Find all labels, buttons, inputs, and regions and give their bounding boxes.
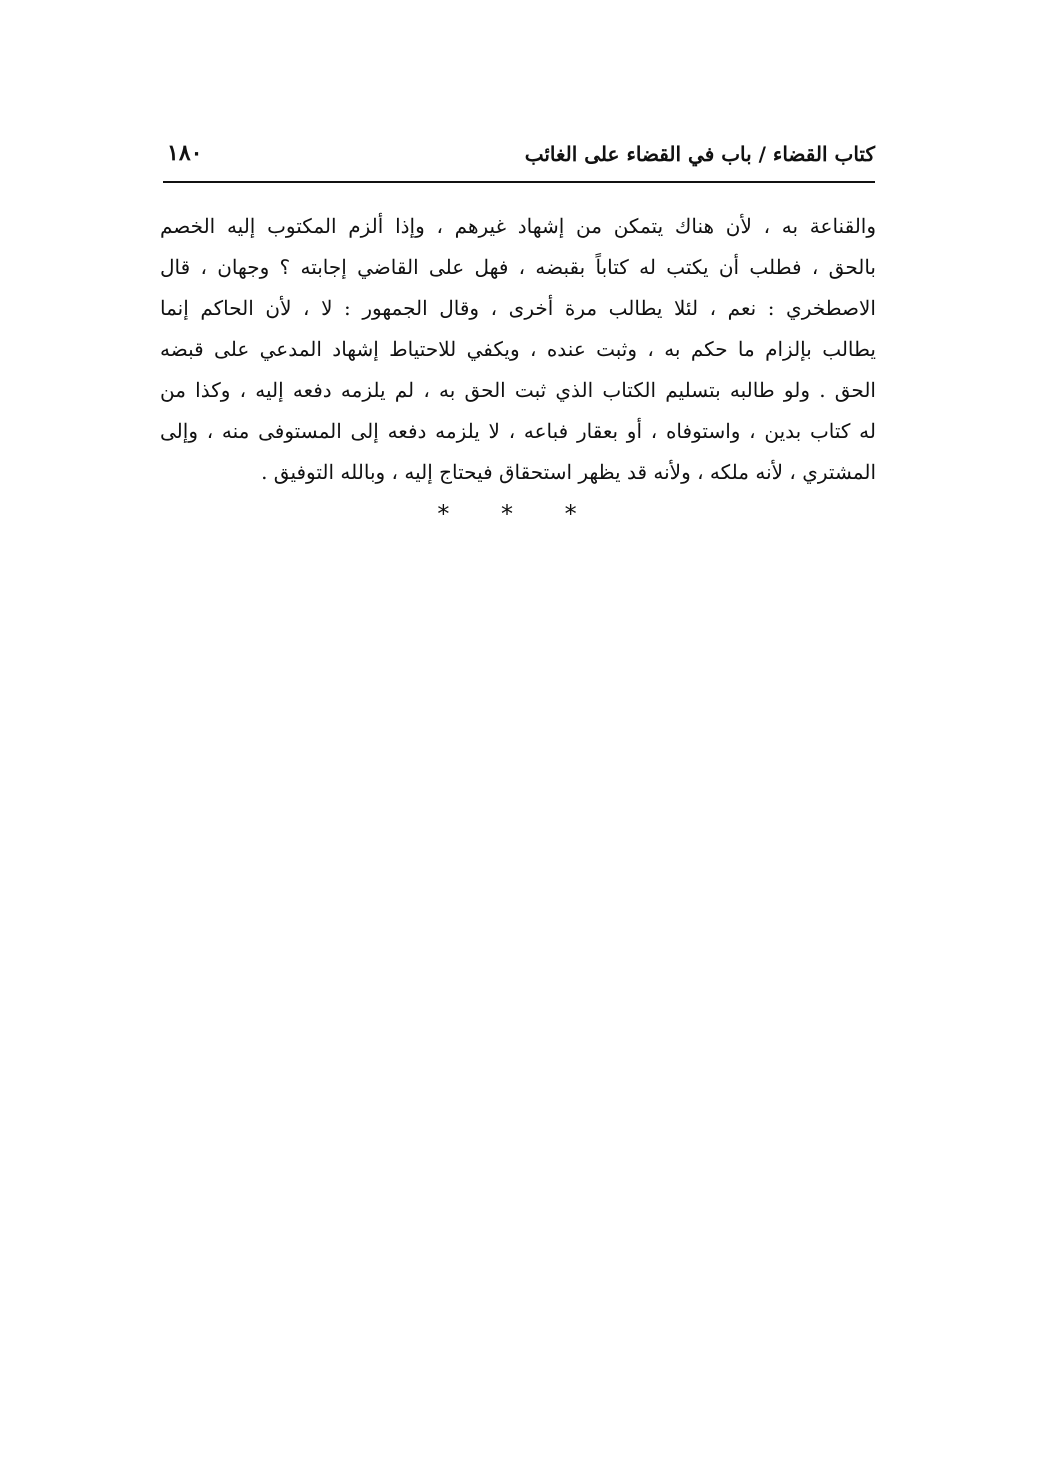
text-line: يطالب بإلزام ما حكم به ، وثبت عنده ، ويكفي للاحتياط إشهاد المدعي على قبضه <box>160 337 876 361</box>
body-paragraph <box>160 206 876 493</box>
running-header <box>163 138 875 178</box>
text-line: الحق . ولو طالبه بتسليم الكتاب الذي ثبت الحق به ، لم يلزمه دفعه إليه ، وكذا من <box>160 378 876 402</box>
text-line: بالحق ، فطلب أن يكتب له كتاباً بقبضه ، فهل على القاضي إجابته ؟ وجهان ، قال <box>160 255 876 279</box>
text-line: والقناعة به ، لأن هناك يتمكن من إشهاد غيرهم ، وإذا ألزم المكتوب إليه الخصم <box>160 214 876 238</box>
page-number: ١٨٠ <box>167 140 203 166</box>
section-separator: * * * <box>437 500 599 528</box>
header-divider <box>163 181 875 183</box>
header-title: كتاب القضاء / باب في القضاء على الغائب <box>524 142 875 166</box>
text-line: له كتاب بدين ، واستوفاه ، أو بعقار فباعه ، لا يلزمه دفعه إلى المستوفى منه ، وإلى <box>160 419 876 443</box>
text-line: المشتري ، لأنه ملكه ، ولأنه قد يظهر استحقاق فيحتاج إليه ، وبالله التوفيق . <box>261 460 876 484</box>
text-line: الاصطخري : نعم ، لئلا يطالب مرة أخرى ، وقال الجمهور : لا ، لأن الحاكم إنما <box>160 296 876 320</box>
